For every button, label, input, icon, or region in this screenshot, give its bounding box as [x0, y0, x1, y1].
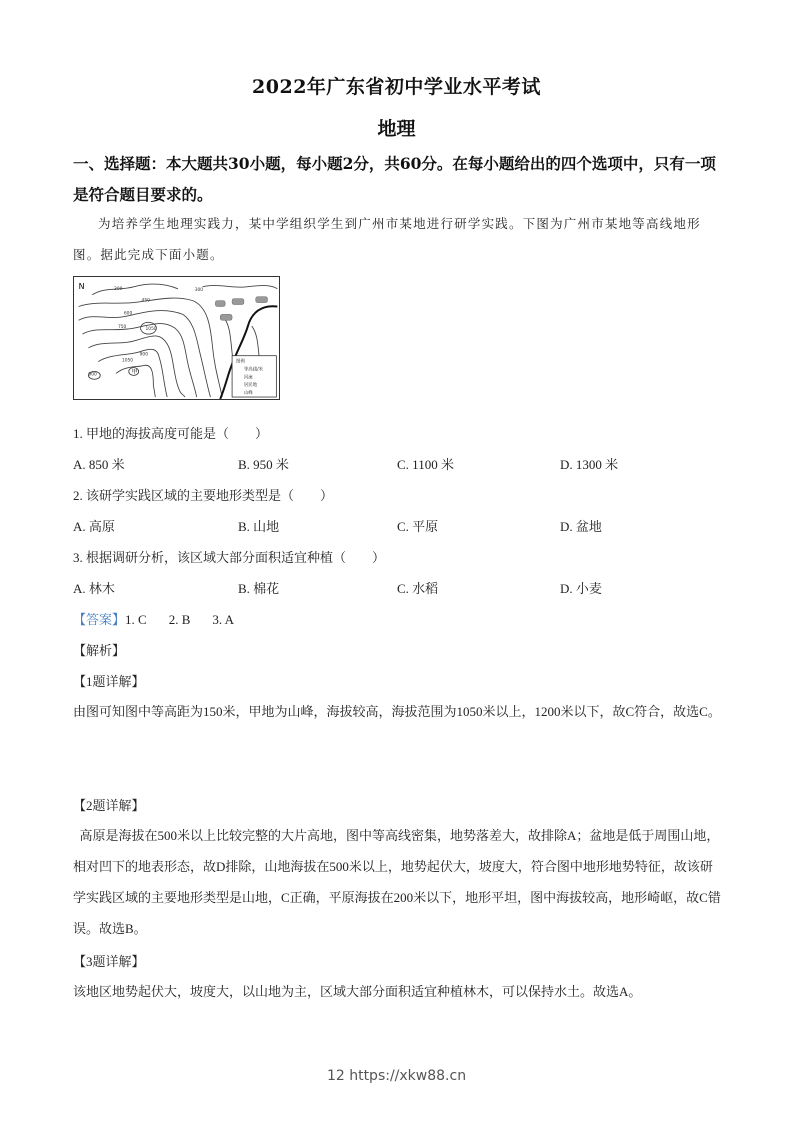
- svg-text:900: 900: [139, 352, 149, 358]
- q1-option-c: C. 1100 米: [397, 457, 454, 472]
- detail-2-text: 高原是海拔在500米以上比较完整的大片高地，图中等高线密集，地势落差大，故排除A；盆地是低于周围山地，相对凹下的地表形态，故D排除，山地海拔在500米以上，地势起伏大，坡度大，符合图中地形地势特征，故该研学实践区域的主要地形类型是山地，C正确，平原海拔在200米以下，地形平坦，图中海拔较高，地形崎岖，故C错误。故选B。: [73, 828, 721, 936]
- answer-2: 2. B: [168, 612, 191, 627]
- q2-option-d: D. 盆地: [560, 519, 602, 534]
- north-arrow-icon: N: [78, 281, 85, 291]
- q1-option-a: A. 850 米: [73, 457, 125, 472]
- detail-3-text: 该地区地势起伏大，坡度大，以山地为主，区域大部分面积适宜种植林木，可以保持水土。故选A。: [73, 984, 642, 999]
- svg-text:600: 600: [123, 311, 133, 317]
- detail-1-heading: 【1题详解】: [73, 674, 145, 689]
- exam-title: 2022年广东省初中学业水平考试: [252, 76, 541, 98]
- svg-text:图例: 图例: [236, 359, 245, 365]
- contour-map-figure: [73, 276, 280, 400]
- q3-option-c: C. 水稻: [397, 581, 439, 596]
- question-1-stem: 1. 甲地的海拔高度可能是（ ）: [73, 426, 269, 441]
- question-intro: 为培养学生地理实践力，某中学组织学生到广州市某地进行研学实践。下图为广州市某地等高线地形图。据此完成下面小题。: [73, 216, 701, 262]
- detail-1-text: 由图可知图中等高距为150米，甲地为山峰，海拔较高，海拔范围为1050米以上，1200米以下，故C符合，故选C。: [73, 704, 721, 719]
- svg-text:居民地: 居民地: [243, 383, 258, 389]
- q3-option-a: A. 林木: [73, 581, 115, 596]
- contour-map-svg: [74, 277, 279, 399]
- svg-text:1050: 1050: [145, 327, 157, 333]
- svg-text:山峰: 山峰: [243, 391, 253, 397]
- q1-option-b: B. 950 米: [238, 457, 289, 472]
- svg-text:450: 450: [141, 298, 150, 304]
- answer-1: 1. C: [125, 612, 147, 627]
- answer-label: 【答案】: [73, 612, 126, 627]
- svg-text:900: 900: [88, 372, 97, 378]
- svg-text:1050: 1050: [121, 358, 134, 364]
- detail-3-heading: 【3题详解】: [73, 954, 145, 969]
- answer-row: [73, 609, 234, 628]
- q1-option-d: D. 1300 米: [560, 457, 619, 472]
- page-footer: 12 https://xkw88.cn: [326, 1068, 467, 1084]
- svg-text:300: 300: [194, 287, 204, 293]
- svg-text:等高线/米: 等高线/米: [243, 367, 264, 373]
- svg-text:河流: 河流: [243, 375, 253, 381]
- section-heading: 一、选择题：本大题共30小题，每小题2分，共60分。在每小题给出的四个选项中，只有一项是符合题目要求的。: [73, 154, 716, 204]
- map-legend: [232, 356, 276, 397]
- question-2-stem: 2. 该研学实践区域的主要地形类型是（ ）: [73, 488, 334, 503]
- q2-option-a: A. 高原: [73, 519, 115, 534]
- point-jia-label: 甲: [131, 369, 138, 376]
- q2-option-c: C. 平原: [397, 519, 439, 534]
- svg-text:300: 300: [114, 286, 123, 292]
- q3-option-b: B. 棉花: [238, 581, 280, 596]
- analysis-label: 【解析】: [73, 643, 126, 658]
- answer-3: 3. A: [212, 612, 235, 627]
- question-3-stem: 3. 根据调研分析，该区域大部分面积适宜种植（ ）: [73, 550, 386, 565]
- svg-text:750: 750: [117, 325, 127, 331]
- detail-2-heading: 【2题详解】: [73, 798, 145, 813]
- q3-option-d: D. 小麦: [560, 581, 602, 596]
- subject-title: 地理: [377, 118, 416, 140]
- q2-option-b: B. 山地: [238, 519, 280, 534]
